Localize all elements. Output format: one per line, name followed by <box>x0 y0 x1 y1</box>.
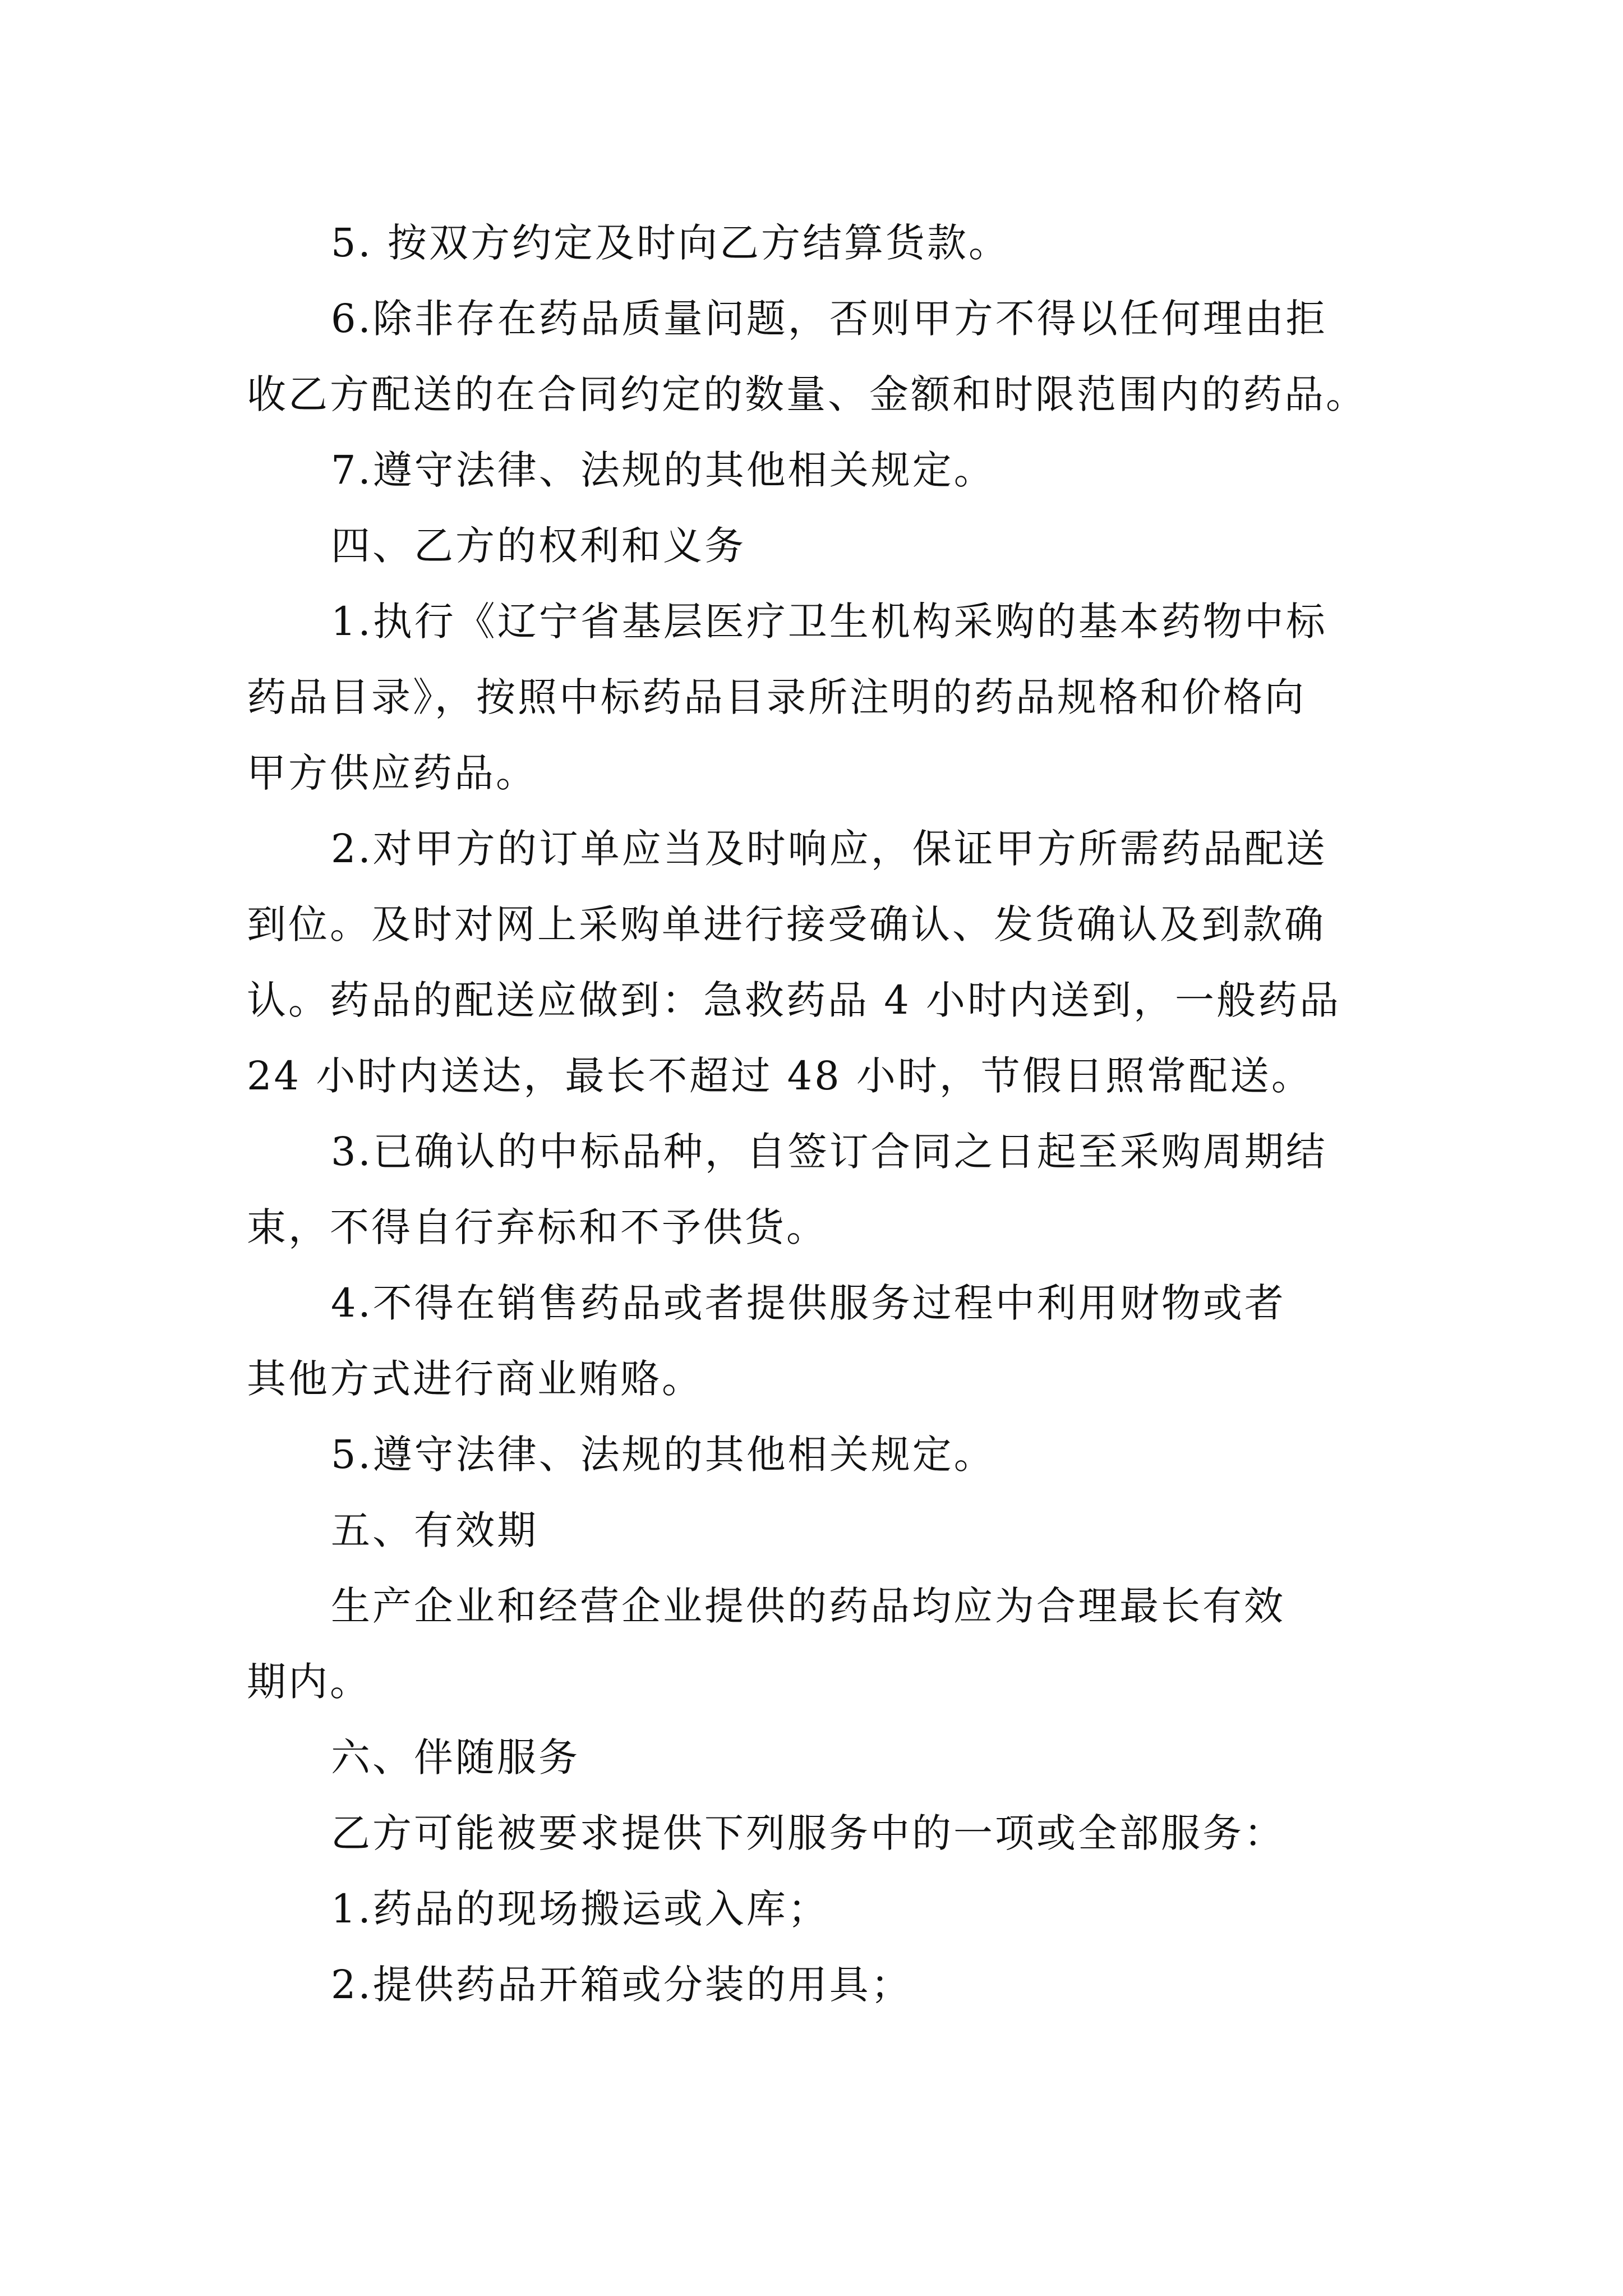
list-item: 1.药品的现场搬运或入库； <box>331 1886 829 1932</box>
paragraph-line: 束，不得自行弃标和不予供货。 <box>247 1204 828 1250</box>
paragraph-line: 3.已确认的中标品种，自签订合同之日起至采购周期结 <box>331 1129 1327 1175</box>
section-heading: 六、伴随服务 <box>331 1734 580 1780</box>
paragraph-line: 1.执行《辽宁省基层医疗卫生机构采购的基本药物中标 <box>331 599 1327 645</box>
paragraph-line: 收乙方配送的在合同约定的数量、金额和时限范围内的药品。 <box>247 371 1367 417</box>
paragraph-line: 认。药品的配送应做到：急救药品 4 小时内送到，一般药品 <box>247 977 1341 1023</box>
paragraph-line: 24 小时内送达，最长不超过 48 小时，节假日照常配送。 <box>247 1053 1313 1099</box>
section-heading: 五、有效期 <box>331 1507 538 1553</box>
paragraph-line: 生产企业和经营企业提供的药品均应为合理最长有效 <box>331 1583 1285 1629</box>
paragraph-line: 期内。 <box>247 1659 371 1705</box>
paragraph-line: 其他方式进行商业贿赂。 <box>247 1356 703 1402</box>
paragraph-line: 5.遵守法律、法规的其他相关规定。 <box>331 1432 995 1478</box>
paragraph-line: 4.不得在销售药品或者提供服务过程中利用财物或者 <box>331 1280 1286 1326</box>
paragraph-line: 7.遵守法律、法规的其他相关规定。 <box>331 447 995 493</box>
paragraph-line: 药品目录》，按照中标药品目录所注明的药品规格和价格向 <box>247 674 1306 720</box>
paragraph-line: 乙方可能被要求提供下列服务中的一项或全部服务： <box>331 1810 1285 1856</box>
paragraph-line: 甲方供应药品。 <box>247 750 537 796</box>
paragraph-line: 到位。及时对网上采购单进行接受确认、发货确认及到款确 <box>247 901 1326 947</box>
paragraph-line: 6.除非存在药品质量问题，否则甲方不得以任何理由拒 <box>331 296 1327 342</box>
paragraph-line: 5. 按双方约定及时向乙方结算货款。 <box>331 220 1011 266</box>
section-heading: 四、乙方的权利和义务 <box>331 523 746 569</box>
paragraph-line: 2.对甲方的订单应当及时响应，保证甲方所需药品配送 <box>331 826 1327 872</box>
list-item: 2.提供药品开箱或分装的用具； <box>331 1962 912 2008</box>
